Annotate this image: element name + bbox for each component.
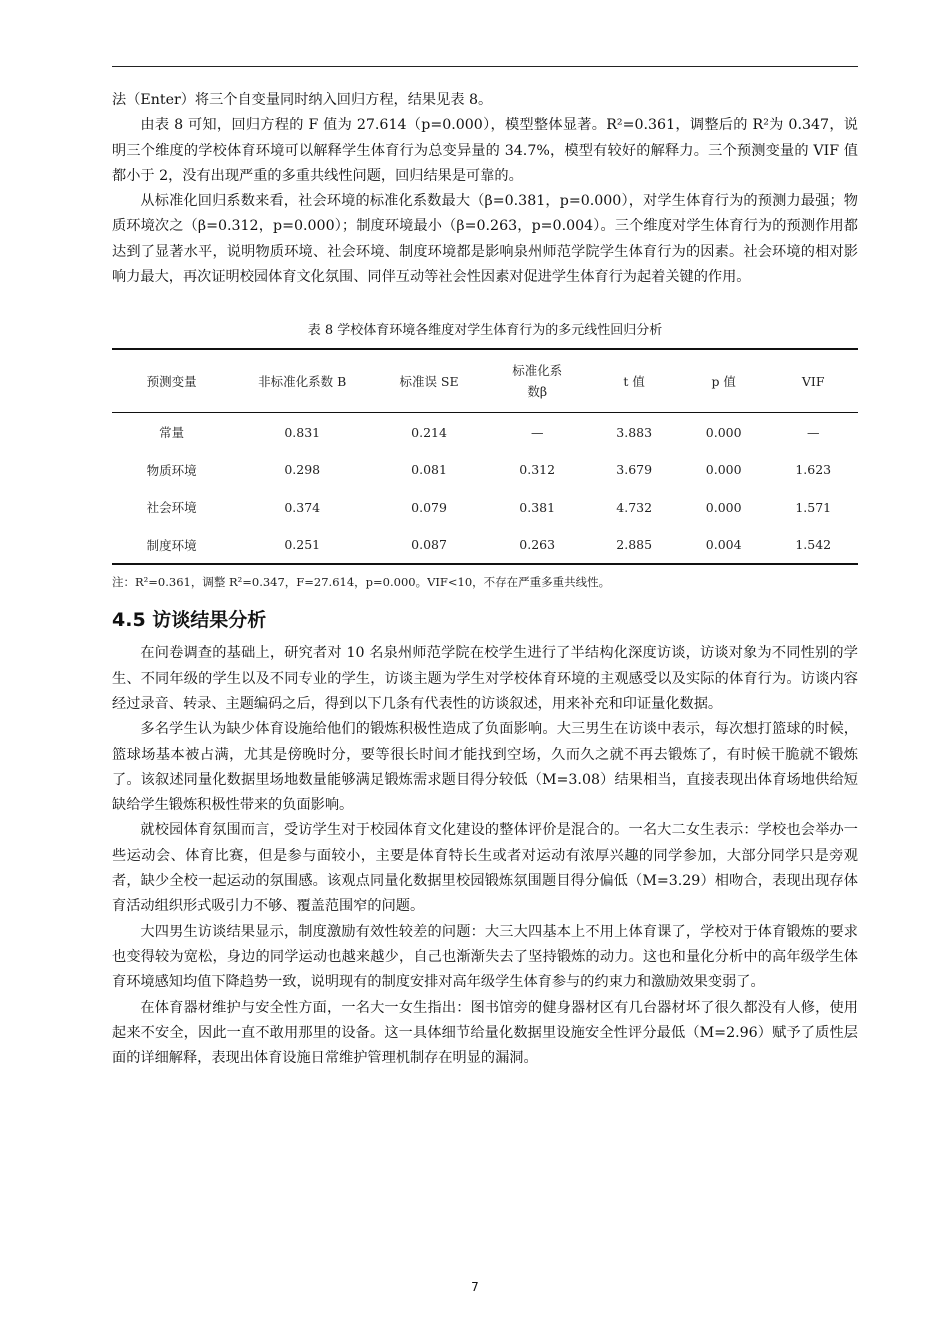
table-cell: 0.251 xyxy=(231,526,373,565)
paragraph-facilities: 多名学生认为缺少体育设施给他们的锻炼积极性造成了负面影响。大三男生在访谈中表示，每次想打篮球的时候，篮球场基本被占满，尤其是傍晚时分，要等很长时间才能找到空场，久而久之就不再去锻炼了，有时候干脆就不锻炼了。该叙述同量化数据里场地数量能够满足锻炼需求题目得分较低（M=3.08）结果相当，直接表现出体育场地供给短缺给学生锻炼积极性带来的负面影响。 xyxy=(112,721,858,814)
table-caption: 表 8 学校体育环境各维度对学生体育行为的多元线性回归分析 xyxy=(307,323,663,339)
table-row xyxy=(112,451,858,489)
table-row xyxy=(112,413,858,451)
table-cell: 3.883 xyxy=(616,424,653,440)
table-cell: 1.571 xyxy=(795,499,832,515)
header-rule xyxy=(112,66,858,67)
paragraph-regression-summary: 由表 8 可知，回归方程的 F 值为 27.614（p=0.000），模型整体显著。R²=0.361，调整后的 R²为 0.347，说明三个维度的学校体育环境可以解释学生体育行为总变异量的 34.7%，模型有较好的解释力。三个预测变量的 VIF 值都小于 2，没有出现严重的多重共线性问题，回归结果是可靠的。 xyxy=(112,117,858,184)
table-cell: 常量 xyxy=(159,425,185,441)
paragraph-standardized-coefficients: 从标准化回归系数来看，社会环境的标准化系数最大（β=0.381，p=0.000），对学生体育行为的预测力最强；物质环境次之（β=0.312，p=0.000）；制度环境最小（β=0.263，p=0.004）。三个维度对学生体育行为的预测作用都达到了显著水平，说明物质环境、社会环境、制度环境都是影响泉州师范学院学生体育行为的因素。社会环境的相对影响力最大，再次证明校园体育文化氛围、同伴互动等社会性因素对促进学生体育行为起着关键的作用。 xyxy=(112,193,858,286)
paragraph-safety: 在体育器材维护与安全性方面，一名大一女生指出：图书馆旁的健身器材区有几台器材坏了很久都没有人修，使用起来不安全，因此一直不敢用那里的设备。这一具体细节给量化数据里设施安全性评分最低（M=2.96）赋予了质性层面的详细解释，表现出体育设施日常维护管理机制存在明显的漏洞。 xyxy=(112,999,858,1067)
column-header: 标准化系 数β xyxy=(485,349,589,413)
table-cell: 3.679 xyxy=(616,462,653,478)
regression-table xyxy=(112,348,858,565)
paragraph-continuation: 法（Enter）将三个自变量同时纳入回归方程，结果见表 8。 xyxy=(112,92,493,108)
table-cell: 0.381 xyxy=(519,499,556,515)
table-cell: 0.298 xyxy=(284,462,321,478)
paragraph-institution: 大四男生访谈结果显示，制度激励有效性较差的问题：大三大四基本上不用上体育课了，学校对于体育锻炼的要求也变得较为宽松，身边的同学运动也越来越少，自己也渐渐失去了坚持锻炼的动力。这也和量化分析中的高年级学生体育环境感知均值下降趋势一致，说明现有的制度安排对高年级学生体育参与的约束力和激励效果变弱了。 xyxy=(112,923,858,991)
column-header: t 值 xyxy=(589,349,679,413)
table-cell: 4.732 xyxy=(616,499,653,515)
table-cell: 0.087 xyxy=(373,526,485,565)
table-cell: — xyxy=(530,424,544,440)
table-cell: 0.214 xyxy=(411,424,447,440)
table-header-row xyxy=(112,349,858,413)
table-cell: 2.885 xyxy=(589,526,679,565)
table-cell: 社会环境 xyxy=(146,500,197,516)
column-header: 预测变量 xyxy=(112,349,231,413)
table-cell: 0.000 xyxy=(705,499,742,515)
table-cell: 0.312 xyxy=(519,462,556,478)
table-cell: 0.831 xyxy=(284,424,321,440)
table-cell: 制度环境 xyxy=(112,526,231,565)
table-note: 注：R²=0.361，调整 R²=0.347，F=27.614，p=0.000。VIF<10，不存在严重多重共线性。 xyxy=(112,575,611,590)
page-body xyxy=(112,88,858,1071)
table-cell: 0.081 xyxy=(411,462,447,478)
table-cell: 0.263 xyxy=(485,526,589,565)
table-cell: 0.000 xyxy=(705,424,742,440)
table-row xyxy=(112,488,858,526)
paragraph-interview-intro: 在问卷调查的基础上，研究者对 10 名泉州师范学院在校学生进行了半结构化深度访谈，访谈对象为不同性别的学生、不同年级的学生以及不同专业的学生，访谈主题为学生对学校体育环境的主观感受以及实际的体育行为。访谈内容经过录音、转录、主题编码之后，得到以下几条有代表性的访谈叙述，用来补充和印证量化数据。 xyxy=(112,645,858,712)
paragraph-atmosphere: 就校园体育氛围而言，受访学生对于校园体育文化建设的整体评价是混合的。一名大二女生表示：学校也会举办一些运动会、体育比赛，但是参与面较小，主要是体育特长生或者对运动有浓厚兴趣的同学参加，大部分同学只是旁观者，缺少全校一起运动的氛围感。该观点同量化数据里校园锻炼氛围题目得分偏低（M=3.29）相吻合，表现出现存体育活动组织形式吸引力不够、覆盖范围窄的问题。 xyxy=(112,822,858,915)
table-cell: 0.079 xyxy=(411,499,447,515)
column-header: p 值 xyxy=(679,349,769,413)
table-cell: 0.374 xyxy=(284,499,321,515)
column-header: 标准误 SE xyxy=(373,349,485,413)
table-cell: 1.623 xyxy=(795,462,832,478)
table-cell: 0.000 xyxy=(705,462,742,478)
table-row xyxy=(112,526,858,565)
table-cell: 物质环境 xyxy=(146,462,197,478)
page-number: 7 xyxy=(471,1280,479,1294)
column-header: VIF xyxy=(768,349,858,413)
section-heading: 4.5 访谈结果分析 xyxy=(112,609,267,632)
table-cell: 0.004 xyxy=(679,526,769,565)
table-cell: — xyxy=(806,424,820,440)
table-cell: 1.542 xyxy=(768,526,858,565)
column-header: 非标准化系数 B xyxy=(231,349,373,413)
